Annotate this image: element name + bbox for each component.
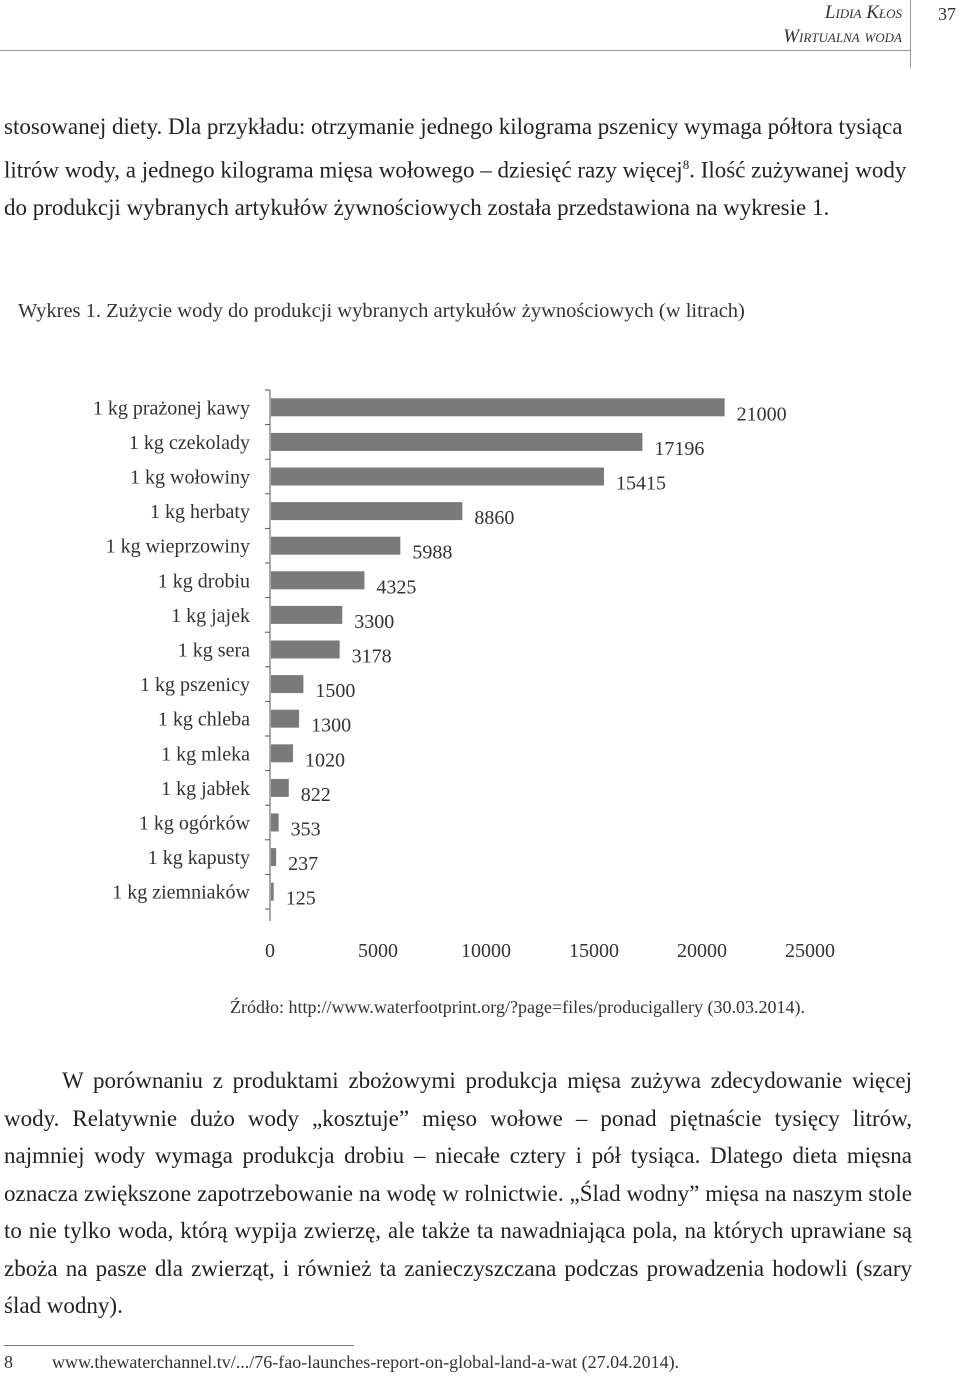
footnote-text: www.thewaterchannel.tv/.../76-fao-launches-report-on-global-land-a-wat (27.04.2014). — [52, 1352, 680, 1372]
figure-caption: Wykres 1. Zużycie wody do produkcji wybranych artykułów żywnościowych (w litrach) — [18, 300, 745, 322]
category-label: 1 kg jabłek — [161, 777, 250, 800]
data-label: 1300 — [311, 714, 352, 737]
header-rule — [0, 50, 910, 51]
data-label: 17196 — [654, 437, 705, 460]
bar — [271, 433, 642, 451]
data-label: 21000 — [736, 403, 787, 426]
data-label: 353 — [290, 818, 321, 841]
bar — [271, 779, 289, 797]
bar — [271, 744, 293, 762]
bar — [271, 710, 299, 728]
paragraph-comparison — [4, 1062, 912, 1325]
data-label: 4325 — [376, 576, 417, 599]
x-tick-label: 5000 — [358, 940, 398, 960]
footnote-ref: 8 — [682, 156, 690, 172]
category-label: 1 kg wieprzowiny — [105, 535, 250, 558]
header-vertical-rule — [910, 0, 911, 68]
bar — [271, 398, 725, 416]
bar — [271, 814, 279, 832]
category-label: 1 kg mleka — [161, 743, 250, 766]
footnote-rule — [4, 1345, 354, 1346]
category-label: 1 kg prażonej kawy — [92, 397, 250, 420]
header-author: Lidia Kłos — [824, 2, 902, 23]
data-label: 15415 — [615, 472, 666, 495]
category-label: 1 kg drobiu — [157, 570, 250, 593]
category-label: 1 kg ogórków — [138, 812, 250, 835]
page-header — [0, 0, 960, 60]
header-title: Wirtualna woda — [783, 26, 902, 47]
bar — [271, 571, 364, 589]
data-label: 3178 — [351, 645, 392, 668]
data-label: 822 — [300, 783, 331, 806]
paragraph-intro-text: stosowanej diety. Dla przykładu: otrzymanie jednego kilograma pszenicy wymaga półtora tysiąca litrów wody, a jednego kilograma mięsa wołowego – dziesięć razy więcej — [4, 114, 903, 183]
category-label: 1 kg ziemniaków — [112, 881, 250, 904]
bar — [271, 675, 303, 693]
bar — [271, 537, 400, 555]
page-number: 37 — [938, 4, 956, 24]
data-label: 1500 — [315, 680, 356, 703]
data-label: 1020 — [305, 749, 346, 772]
bar — [271, 883, 274, 901]
paragraph-intro-cont: . Ilość zużywanej wody do produkcji wybranych artykułów żywnościowych została przedstawiona na wykresie 1. — [4, 157, 907, 220]
category-label: 1 kg chleba — [157, 708, 250, 731]
bar — [271, 502, 462, 520]
category-label: 1 kg czekolady — [128, 431, 250, 454]
category-label: 1 kg herbaty — [150, 501, 250, 524]
category-label: 1 kg jajek — [171, 604, 250, 627]
data-label: 3300 — [354, 610, 395, 633]
data-label: 125 — [285, 887, 316, 910]
x-tick-label: 0 — [265, 940, 275, 960]
data-label: 237 — [288, 853, 319, 876]
bar — [271, 606, 342, 624]
footnote — [4, 1352, 679, 1373]
paragraph-comparison-text: W porównaniu z produktami zbożowymi produkcja mięsa zużywa zdecydowanie więcej wody. Relatywnie dużo wody „kosztuje” mięso wołowe – ponad piętnaście tysięcy litrów, najmniej wody wymaga produkcja drobiu – niecałe cztery i pół tysiąca. Dlatego dieta mięsna oznacza zwiększone zapotrzebowanie na wodę w rolnictwie. „Ślad wodny” mięsa na naszym stole to nie tylko woda, którą wypija zwierzę, ale także ta nawadniająca pola, na których uprawiane są zboża na pasze dla zwierząt, i również ta zanieczyszczana podczas prowadzenia hodowli (szary ślad wodny). — [4, 1068, 912, 1318]
category-label: 1 kg kapusty — [147, 847, 250, 870]
bar — [271, 641, 340, 659]
data-label: 8860 — [474, 507, 515, 530]
category-label: 1 kg sera — [177, 639, 250, 662]
data-label: 5988 — [412, 541, 453, 564]
x-tick-label: 15000 — [569, 940, 619, 960]
footnote-number: 8 — [4, 1352, 13, 1372]
x-tick-label: 10000 — [461, 940, 511, 960]
category-label: 1 kg wołowiny — [130, 466, 250, 489]
category-label: 1 kg pszenicy — [140, 674, 250, 697]
bar — [271, 848, 276, 866]
chart-source: Źródło: http://www.waterfootprint.org/?page=files/producigallery (30.03.2014). — [230, 997, 806, 1017]
bar-chart — [0, 380, 960, 960]
bar — [271, 468, 604, 486]
paragraph-intro — [4, 108, 912, 226]
x-tick-label: 25000 — [785, 940, 835, 960]
x-tick-label: 20000 — [677, 940, 727, 960]
